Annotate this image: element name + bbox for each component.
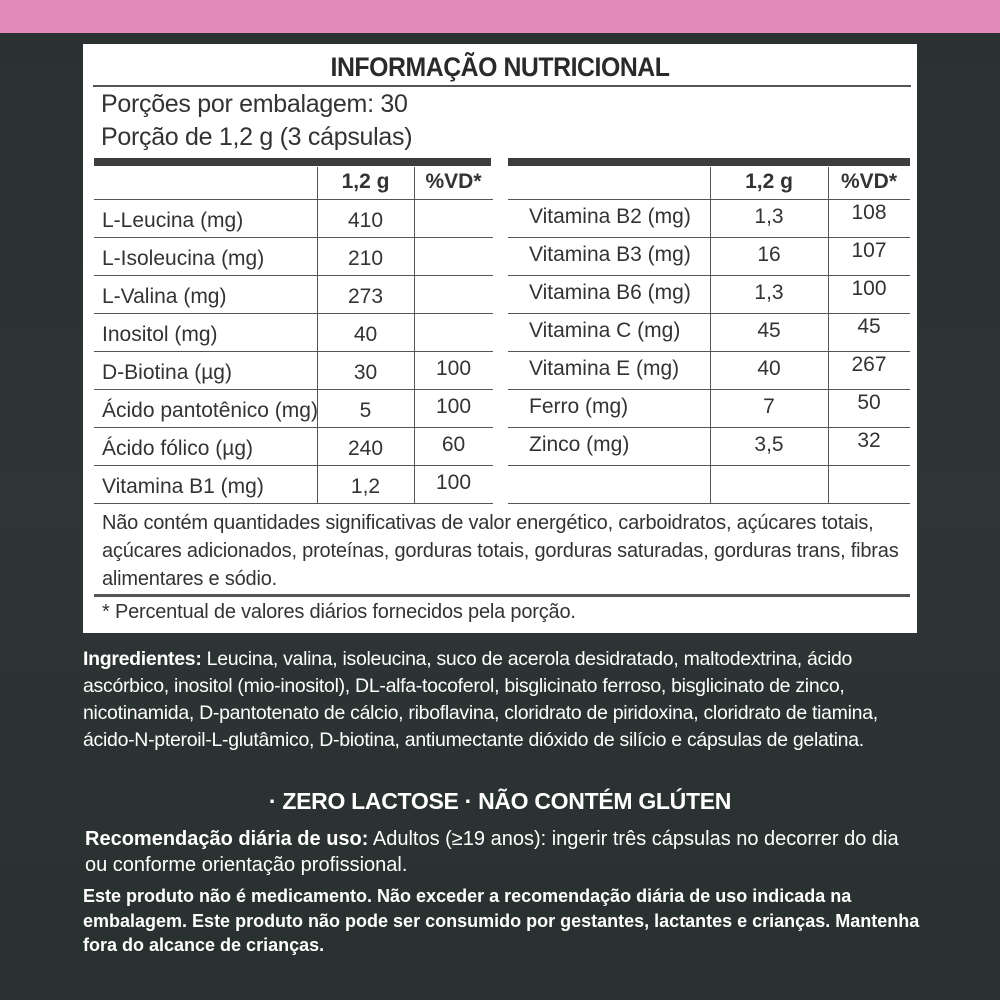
serving-size: Porção de 1,2 g (3 cápsulas)	[101, 123, 413, 151]
left-row-6-rule	[94, 465, 493, 466]
right-row-1-name: Vitamina B3 (mg)	[529, 243, 691, 266]
right-row-4-dv: 267	[851, 353, 887, 376]
right-row-6-dv: 32	[857, 429, 881, 452]
recommendation-text: Adultos (≥19 anos): ingerir três cápsulas no decorrer do dia ou conforme orientação profissional.	[85, 828, 899, 876]
left-row-4-dv: 100	[435, 357, 472, 380]
left-row-1-name: L-Isoleucina (mg)	[102, 247, 265, 270]
ingredients-list: Leucina, valina, isoleucina, suco de acerola desidratado, maltodextrina, ácido ascórbico, inositol (mio-inositol), DL-alfa-tocoferol, bisglicinato ferroso, bisglicinato de zinco, nicotinamida, D-pantotenato de cálcio, riboflavina, cloridrato de piridoxina, cloridrato de tiamina, ácido-N-pteroil-L-glutâmico, D-biotina, antiumectante dióxido de silício e cápsulas de gelatina.	[83, 648, 878, 751]
left-row-0-rule	[94, 237, 493, 238]
warning-text: Este produto não é medicamento. Não exceder a recomendação diária de uso indicada na embalagem. Este produto não pode ser consumido por gestantes, lactantes e crianças. Mantenha fora do alcance de crianças.	[83, 886, 920, 955]
servings-per-package: Porções por embalagem: 30	[101, 90, 408, 118]
left-row-6-name: Ácido fólico (µg)	[102, 437, 253, 460]
right-row-5-name: Ferro (mg)	[529, 395, 629, 418]
left-row-2-amount: 273	[347, 285, 384, 308]
right-row-2-rule	[508, 313, 910, 314]
right-row-1-amount: 16	[757, 243, 781, 266]
nutrition-facts-panel	[83, 44, 917, 633]
left-row-2-rule	[94, 313, 493, 314]
left-row-0-amount: 410	[347, 209, 384, 232]
right-row-7-rule	[508, 503, 910, 504]
note-divider	[94, 594, 910, 597]
dv-footnote: * Percentual de valores diários fornecidos pela porção.	[102, 601, 576, 623]
right-row-0-name: Vitamina B2 (mg)	[529, 205, 691, 228]
right-row-4-rule	[508, 389, 910, 390]
left-row-3-rule	[94, 351, 493, 352]
left-row-6-dv: 60	[441, 433, 466, 456]
right-row-2-dv: 100	[851, 277, 887, 300]
left-row-6-amount: 240	[347, 437, 384, 460]
right-header-rule	[508, 199, 910, 200]
right-row-0-amount: 1,3	[754, 205, 784, 228]
right-row-3-amount: 45	[757, 319, 781, 342]
recommendation-label: Recomendação diária de uso:	[85, 828, 369, 850]
left-header-amount: 1,2 g	[341, 170, 390, 193]
left-row-1-amount: 210	[347, 247, 384, 270]
right-row-4-amount: 40	[757, 357, 781, 380]
right-row-6-amount: 3,5	[754, 433, 784, 456]
left-row-3-amount: 40	[353, 323, 378, 346]
right-header-amount: 1,2 g	[745, 170, 793, 193]
right-row-1-rule	[508, 275, 910, 276]
right-row-1-dv: 107	[851, 239, 887, 262]
left-row-4-name: D-Biotina (µg)	[102, 361, 232, 384]
left-row-2-name: L-Valina (mg)	[102, 285, 227, 308]
left-row-5-amount: 5	[359, 399, 372, 422]
panel-title: INFORMAÇÃO NUTRICIONAL	[330, 52, 670, 82]
right-row-0-rule	[508, 237, 910, 238]
right-row-4-name: Vitamina E (mg)	[529, 357, 680, 380]
right-row-5-dv: 50	[857, 391, 881, 414]
left-row-5-name: Ácido pantotênico (mg)	[102, 399, 318, 422]
left-row-0-name: L-Leucina (mg)	[102, 209, 244, 232]
left-row-3-name: Inositol (mg)	[102, 323, 218, 346]
left-header-dv: %VD*	[425, 170, 482, 193]
left-header-rule	[94, 199, 493, 200]
left-row-4-amount: 30	[353, 361, 378, 384]
top-color-bar	[0, 0, 1000, 33]
right-row-3-dv: 45	[857, 315, 881, 338]
left-row-7-dv: 100	[435, 471, 472, 494]
right-row-3-name: Vitamina C (mg)	[529, 319, 681, 342]
right-table-top-rule	[508, 158, 910, 166]
left-table-top-rule	[94, 158, 491, 166]
left-row-1-rule	[94, 275, 493, 276]
right-row-3-rule	[508, 351, 910, 352]
allergen-claims: · ZERO LACTOSE · NÃO CONTÉM GLÚTEN	[268, 788, 732, 814]
right-row-6-rule	[508, 465, 910, 466]
title-divider	[93, 85, 911, 87]
right-row-0-dv: 108	[851, 201, 887, 224]
left-row-7-name: Vitamina B1 (mg)	[102, 475, 264, 498]
right-row-2-amount: 1,3	[754, 281, 784, 304]
left-row-7-rule	[94, 503, 493, 504]
left-row-7-amount: 1,2	[350, 475, 381, 498]
right-row-6-name: Zinco (mg)	[529, 433, 630, 456]
right-header-dv: %VD*	[840, 170, 898, 193]
left-row-4-rule	[94, 389, 493, 390]
right-row-2-name: Vitamina B6 (mg)	[529, 281, 691, 304]
right-row-5-amount: 7	[763, 395, 775, 418]
left-row-5-dv: 100	[435, 395, 472, 418]
not-significant-note: Não contém quantidades significativas de valor energético, carboidratos, açúcares totais, açúcares adicionados, proteínas, gorduras totais, gorduras saturadas, gorduras trans, fibras alimentares e sódio.	[102, 512, 899, 590]
ingredients-label: Ingredientes:	[83, 648, 202, 670]
left-row-5-rule	[94, 427, 493, 428]
ingredients-text	[83, 646, 923, 754]
daily-recommendation	[85, 826, 905, 878]
right-row-5-rule	[508, 427, 910, 428]
